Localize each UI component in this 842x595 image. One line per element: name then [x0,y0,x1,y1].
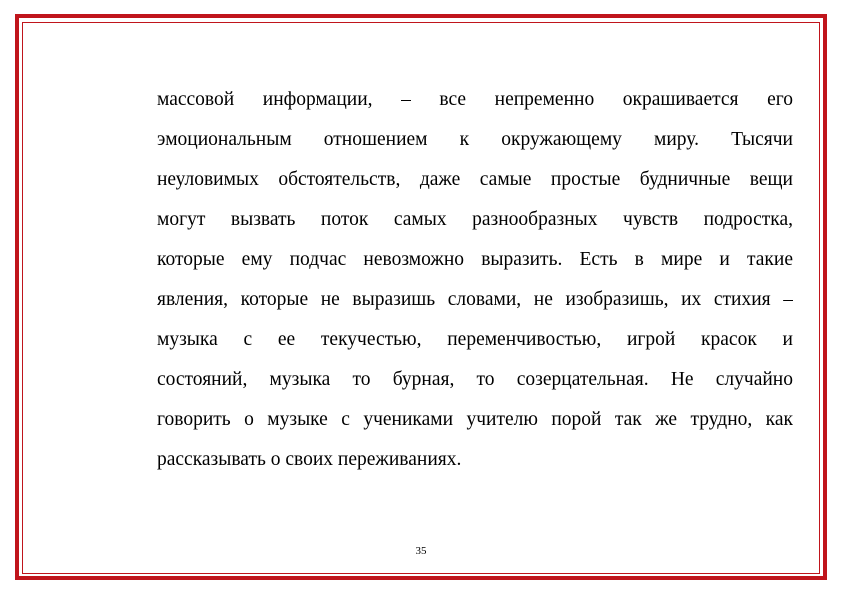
text-line: явления, которые не выразишь словами, не изобразишь, их стихия – [157,289,793,310]
text-line: рассказывать о своих переживаниях. [157,449,462,470]
text-line: могут вызвать поток самых разнообразных чувств подростка, [157,209,793,230]
text-line: эмоциональным отношением к окружающему миру. Тысячи [157,129,793,150]
text-line: неуловимых обстоятельств, даже самые простые будничные вещи [157,169,793,190]
body-text [157,82,793,482]
text-line: состояний, музыка то бурная, то созерцательная. Не случайно [157,369,793,390]
page-number: 35 [415,545,427,557]
text-line: которые ему подчас невозможно выразить. Есть в мире и такие [157,249,793,270]
text-line: массовой информации, – все непременно окрашивается его [157,89,793,110]
text-line: музыка с ее текучестью, переменчивостью, игрой красок и [157,329,793,350]
text-line: говорить о музыке с учениками учителю порой так же трудно, как [157,409,793,430]
